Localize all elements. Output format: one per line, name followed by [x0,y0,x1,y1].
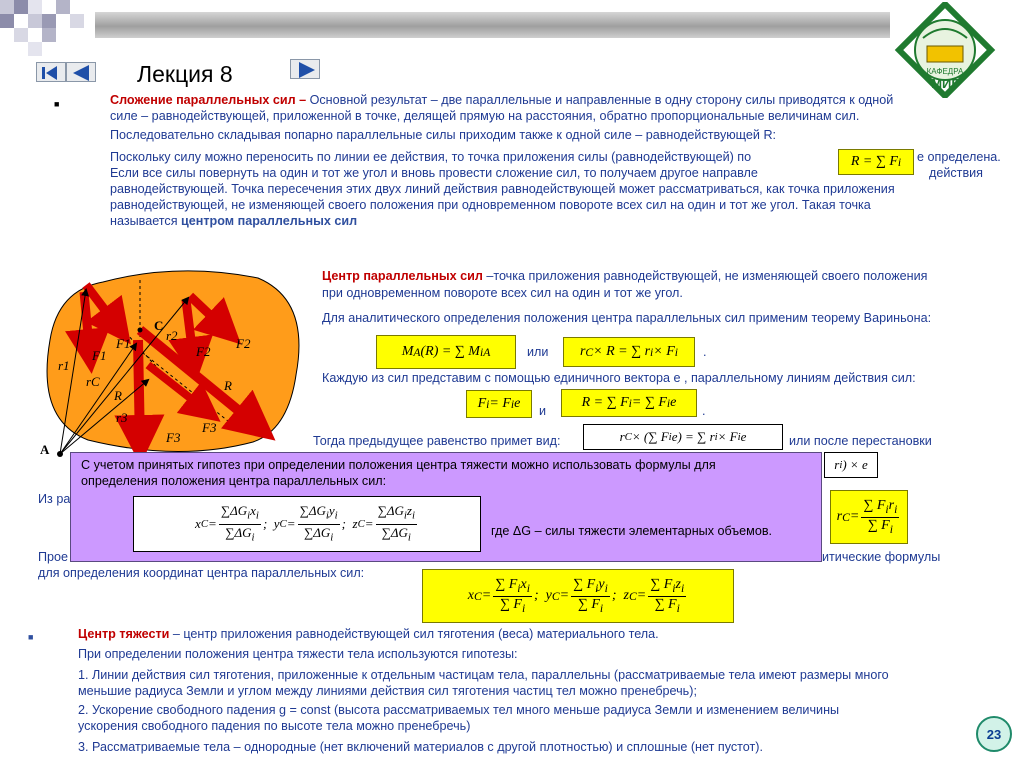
f2-label-2: F2 [236,336,251,351]
hypothesis-2a: 2. Ускорение свободного падения g = const (высота рассматриваемых тел много меньше радиуса Земли и изменением величины [78,703,840,717]
bullet-1: ■ [54,99,60,109]
section1-line8: называется центром параллельных сил [110,214,358,228]
r1-label: r1 [58,358,70,373]
formula-resultant-unit: R = ∑ F i = ∑ F i e [561,389,697,417]
f2-label: F2 [196,344,211,359]
parallel-forces-diagram [28,260,318,470]
f1-label-2: F1 [116,336,131,351]
resultant-label: R [114,388,122,403]
section1-line2: силе – равнодействующей, приложенной в точке, делящей прямую на расстояния, обратно пропорциональные величинам сил. [110,109,860,123]
page-title: Лекция 8 [137,61,233,87]
formula-center-of-gravity: x C = $\frac{\sum\Delta G_ix_i}{\sum\Delta G_i}$ ; y C = $\frac{\sum\Delta G_iy_i}{\sum\Delta G_i}$ ; z C = $\frac{\sum\Delta G_iz_i}{\sum\Delta G_i}$ [133,496,481,552]
section1-line6: равнодействующей. Точка пересечения этих двух линий действия равнодействующей может рассматриваться, как точка приложения [110,182,895,196]
section2-line3: Для аналитического определения положения центра параллельных сил применим теорему Вариньона: [322,311,932,325]
section2-line5: Тогда предыдущее равенство примет вид: [313,434,561,448]
dot-1: . [703,345,707,359]
next-slide-button[interactable] [290,59,320,79]
r2-label: r2 [166,328,178,343]
f3-label: F3 [166,430,181,445]
section2-line4: Каждую из сил представим с помощью единичного вектора e , параллельному линиям действия сил: [322,371,916,385]
first-slide-button[interactable] [36,62,66,82]
section2-line5-end: или после перестановки [789,434,932,448]
skip-back-icon [37,63,67,83]
point-c-label: C [154,318,164,333]
section2-proj-end: итические формулы [822,550,941,564]
arrow-right-icon [291,60,321,80]
logo-text: МИГ [931,76,959,91]
formula-combined: r C × (∑ F i e) = ∑ r i × F i e [583,424,783,450]
decor-squares [0,0,95,60]
section1-line4: Поскольку силу можно переносить по линии ее действия, то точка приложения силы (равнодействующей) по [110,150,752,164]
formula-resultant-sum: R = ∑ F i [838,149,914,175]
section3-term: Центр тяжести [78,627,170,641]
center-parallel-forces-term: центром параллельных сил [181,214,358,228]
section3-line1: При определении положения центра тяжести тела используются гипотезы: [78,647,518,661]
formula-rc: r C = $\frac{\sum F_ir_i}{\sum F_i}$ [830,490,908,544]
section1-line4-end: е определена. [917,150,1001,164]
popup-where: где ΔG – силы тяжести элементарных объемов. [491,524,773,538]
r3-label: r3 [116,410,128,425]
formula-cross-product: r C × R = ∑ r i × F i [563,337,695,367]
hypothesis-2b: ускорения свободного падения по высоте тела можно пренебречь) [78,719,471,733]
formula-varignon: M A (R) = ∑ M iA [376,335,516,369]
logo-subtext: КАФЕДРА [926,67,964,76]
hypothesis-popup [70,452,822,562]
prev-slide-button[interactable] [66,62,96,82]
section1-line5: Если все силы повернуть на один и тот же угол и вновь провести сложение сил, то получаем другое направле [110,166,758,180]
and-label: и [539,404,547,418]
department-logo [893,2,997,98]
hypothesis-1a: 1. Линии действия сил тяготения, приложенные к отдельным частицам тела, параллельны (рассматриваемые тела имеют размеры много [78,668,889,682]
arrow-left-icon [67,63,97,83]
title-bar-decoration [95,12,890,38]
section3-def: Центр тяжести – центр приложения равнодействующей сил тяготения (веса) материального тела. [78,627,659,641]
point-a-label: A [40,442,50,457]
f1-label: F1 [92,348,107,363]
page-number-badge: 23 [976,716,1012,752]
section1-term: Сложение параллельных сил – [110,93,307,107]
section1-line7: равнодействующей, не изменяющей своего положения при одновременном повороте всех сил на один и тот же угол. Такая точка [110,198,871,212]
section2-line7: для определения координат центра параллельных сил: [38,566,365,580]
section2-line1: Центр параллельных сил –точка приложения равнодействующей, не изменяющей своего положения [322,269,928,283]
section1-line5-end: действия [929,166,983,180]
formula-force-unit: F i = F i e [466,390,532,418]
popup-line1: С учетом принятых гипотез при определении положения центра тяжести можно использовать формулы для [81,458,716,472]
formula-rearranged-tail: r i ) × e [824,452,878,478]
formula-coordinates: x C = $\frac{\sum F_ix_i}{\sum F_i}$ ; y C = $\frac{\sum F_iy_i}{\sum F_i}$ ; z C = $\frac{\sum F_iz_i}{\sum F_i}$ [422,569,734,623]
resultant-label-2: R [224,378,232,393]
rc-label: rC [86,374,100,389]
section2-line2: при одновременном повороте всех сил на один и тот же угол. [322,286,683,300]
section2-term: Центр параллельных сил [322,269,483,283]
hypothesis-1b: меньшие радиуса Земли и углом между линиями действия сил тяготения частиц тел можно пренебречь); [78,684,697,698]
popup-line2: определения положения центра параллельных сил: [81,474,387,488]
section2-proj-partial: Прое [38,550,69,564]
section1-line3: Последовательно складывая попарно параллельные силы приходим также к одной силе – равнодействующей R: [110,128,777,142]
f3-label-2: F3 [202,420,217,435]
section2-from-partial: Из ра [38,492,71,506]
bullet-3: ■ [28,632,34,642]
dot-2: . [702,404,706,418]
hypothesis-3: 3. Рассматриваемые тела – однородные (нет включений материалов с другой плотностью) и сплошные (нет пустот). [78,740,763,754]
section1-line1: Сложение параллельных сил – Основной результат – две параллельные и направленные в одну сторону силы приводятся к одной [110,93,894,107]
or-label-1: или [527,345,549,359]
